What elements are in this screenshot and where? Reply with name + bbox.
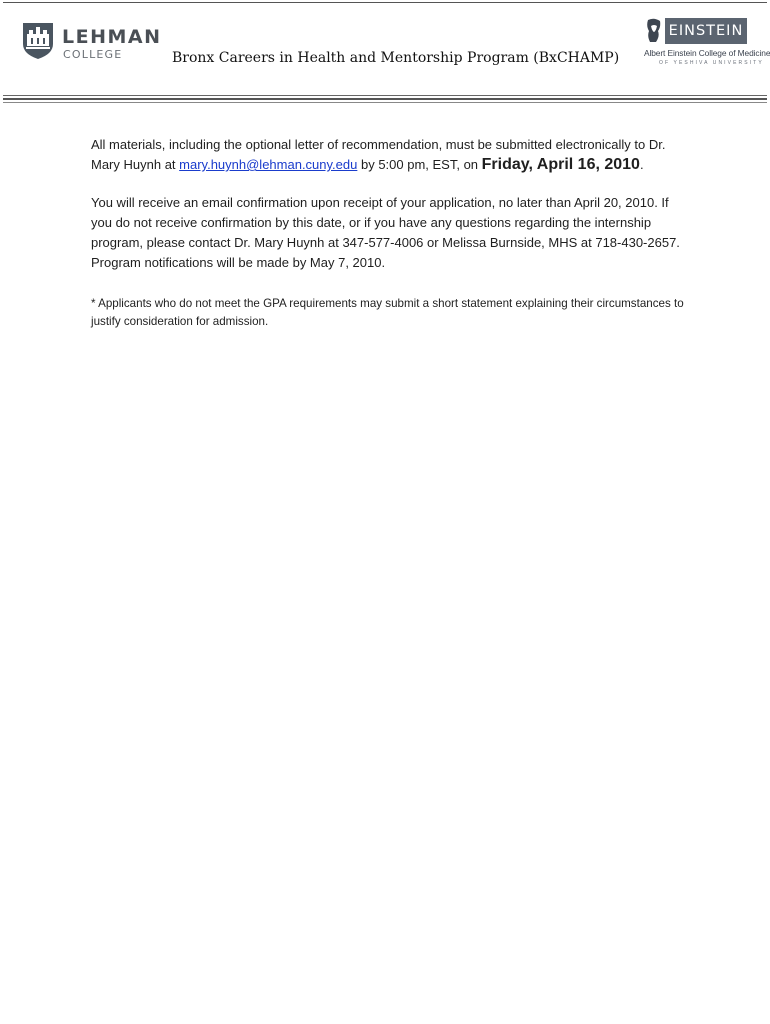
header-divider-thick	[3, 98, 767, 100]
page-title: Bronx Careers in Health and Mentorship Program (BxCHAMP)	[172, 50, 620, 66]
gpa-note-paragraph: * Applicants who do not meet the GPA requirements may submit a short statement explaining their circumstances to justify consideration for admission.	[91, 297, 684, 328]
top-border-line	[3, 2, 767, 3]
lehman-logo-subtitle: COLLEGE	[63, 48, 123, 61]
confirmation-paragraph: You will receive an email confirmation upon receipt of your application, no later than April 20, 2010. If you do not receive confirmation by this date, or if you have any questions regarding the internship program, please contact Dr. Mary Huynh at 347-577-4006 or Melissa Burnside, MHS at 718-430-2657. Program notifications will be made by May 7, 2010.	[91, 195, 680, 270]
einstein-portrait-icon	[646, 18, 662, 44]
einstein-logo-line1: Albert Einstein College of Medicine	[644, 48, 770, 58]
deadline-date: Friday, April 16, 2010	[481, 156, 640, 173]
lehman-shield-icon	[22, 22, 54, 60]
submission-text: All materials, including the optional letter of recommendation, must be submitted electronically to Dr. Mary Huynh at	[91, 137, 666, 172]
lehman-college-logo	[22, 22, 162, 64]
email-link[interactable]: mary.huynh@lehman.cuny.edu	[179, 157, 358, 172]
einstein-logo-line2: OF YESHIVA UNIVERSITY	[659, 60, 764, 66]
einstein-logo-name: EINSTEIN	[665, 18, 747, 44]
submission-time-text: by 5:00 pm, EST, on	[357, 157, 482, 172]
einstein-college-logo	[640, 16, 770, 74]
submission-end: .	[639, 157, 644, 172]
submission-paragraph	[91, 135, 681, 175]
header-divider	[3, 95, 767, 96]
header-divider-bottom	[3, 102, 767, 103]
lehman-logo-name: LEHMAN	[62, 26, 162, 48]
